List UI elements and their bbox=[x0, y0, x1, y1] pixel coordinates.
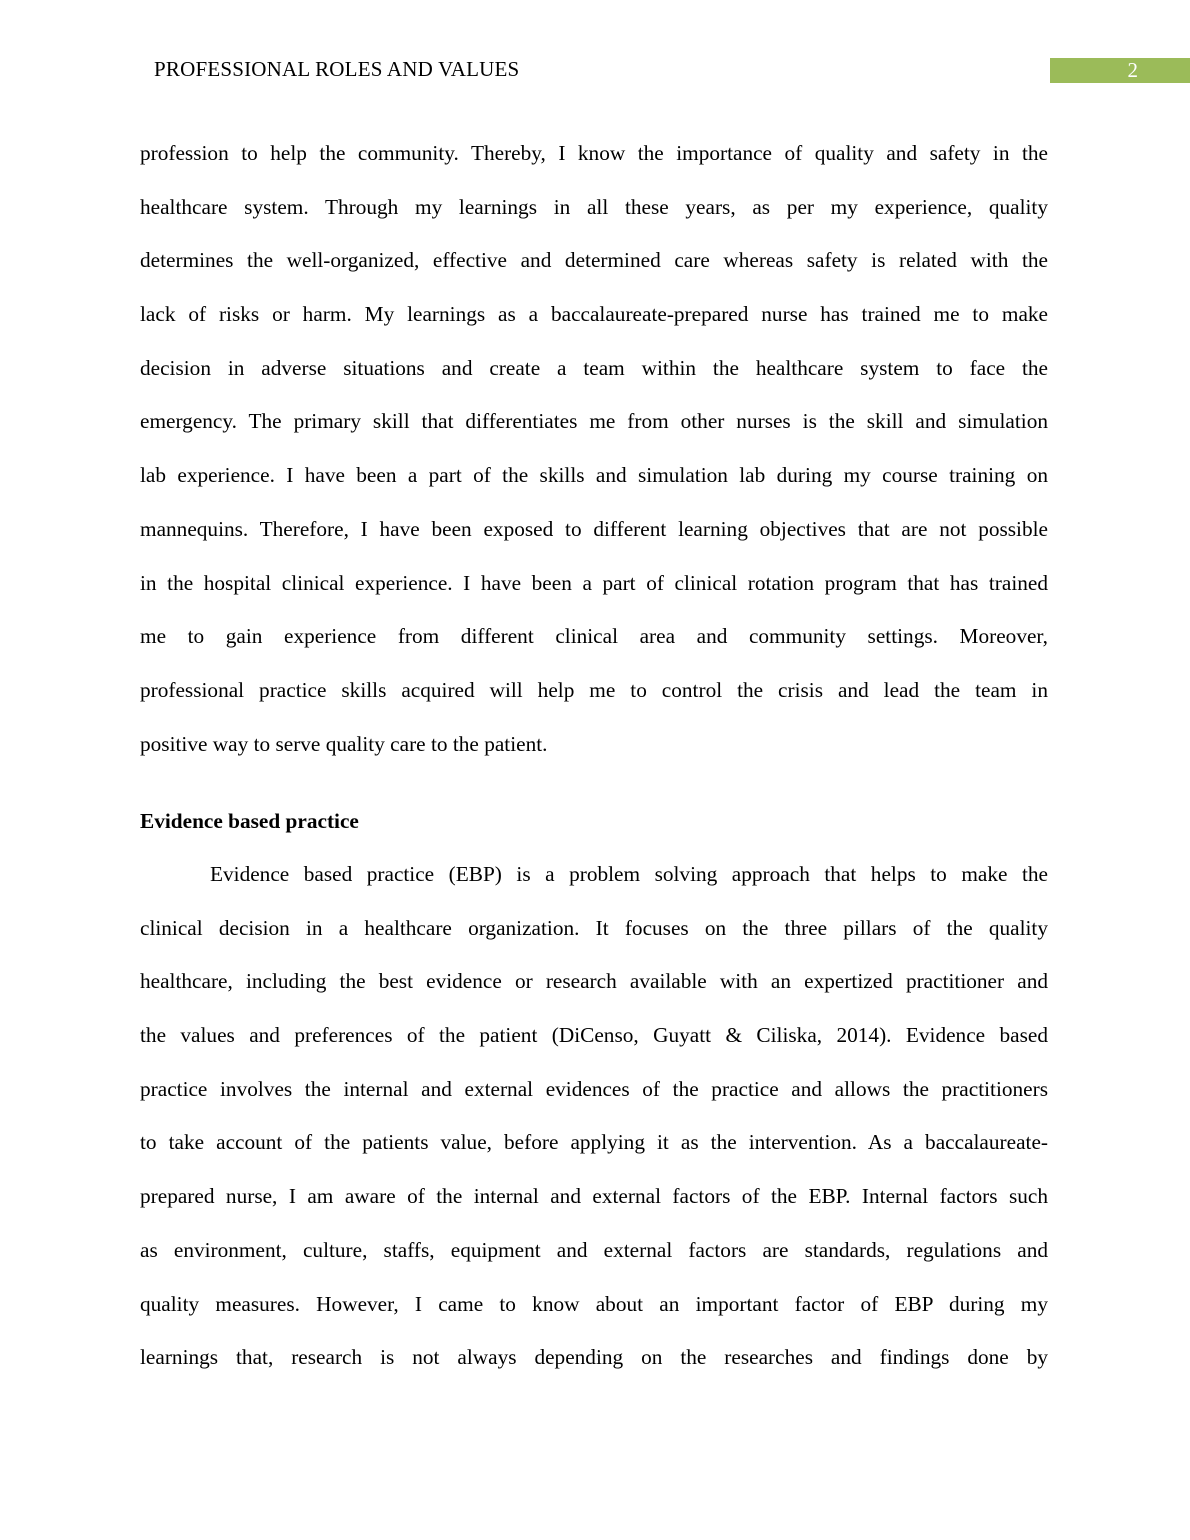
paragraph-line: profession to help the community. Thereby, I know the importance of quality and safety in the bbox=[140, 141, 1048, 165]
paragraph-line: lab experience. I have been a part of the skills and simulation lab during my course training on bbox=[140, 463, 1048, 488]
paragraph-line: healthcare system. Through my learnings in all these years, as per my experience, quality bbox=[140, 194, 1048, 219]
paragraph-line: healthcare, including the best evidence or research available with an expertized practitioner and bbox=[140, 969, 1048, 994]
paragraph-line: quality measures. However, I came to know about an important factor of EBP during my bbox=[140, 1291, 1048, 1316]
paragraph-line: me to gain experience from different clinical area and community settings. Moreover, bbox=[140, 624, 1048, 649]
paragraph-line: practice involves the internal and external evidences of the practice and allows the practitioners bbox=[140, 1076, 1048, 1101]
paragraph-line: Evidence based practice (EBP) is a problem solving approach that helps to make the bbox=[210, 862, 1048, 886]
paragraph-line: prepared nurse, I am aware of the internal and external factors of the EBP. Internal factors such bbox=[140, 1184, 1048, 1209]
page-number-box bbox=[1050, 58, 1190, 83]
paragraph-line: mannequins. Therefore, I have been exposed to different learning objectives that are not possible bbox=[140, 516, 1048, 541]
paragraph-line: emergency. The primary skill that differentiates me from other nurses is the skill and simulation bbox=[140, 409, 1048, 434]
running-head: PROFESSIONAL ROLES AND VALUES bbox=[154, 57, 520, 81]
section-heading: Evidence based practice bbox=[140, 809, 359, 833]
paragraph-line: clinical decision in a healthcare organization. It focuses on the three pillars of the quality bbox=[140, 915, 1048, 940]
page-number: 2 bbox=[1127, 58, 1138, 82]
paragraph-line: professional practice skills acquired will help me to control the crisis and lead the team in bbox=[140, 677, 1048, 702]
paragraph-1 bbox=[140, 127, 1048, 771]
paragraph-line: to take account of the patients value, before applying it as the intervention. As a baccalaureate- bbox=[140, 1130, 1048, 1155]
paragraph-2 bbox=[140, 848, 1048, 1385]
paragraph-line: learnings that, research is not always depending on the researches and findings done by bbox=[140, 1345, 1048, 1370]
paragraph-line: lack of risks or harm. My learnings as a baccalaureate-prepared nurse has trained me to make bbox=[140, 302, 1048, 327]
paragraph-line: positive way to serve quality care to the patient. bbox=[140, 731, 548, 756]
paragraph-line: determines the well-organized, effective and determined care whereas safety is related with the bbox=[140, 248, 1048, 273]
paragraph-line: as environment, culture, staffs, equipment and external factors are standards, regulations and bbox=[140, 1237, 1048, 1262]
paragraph-line: the values and preferences of the patient (DiCenso, Guyatt & Ciliska, 2014). Evidence based bbox=[140, 1023, 1048, 1048]
paragraph-line: in the hospital clinical experience. I have been a part of clinical rotation program that has trained bbox=[140, 570, 1048, 595]
paragraph-line: decision in adverse situations and create a team within the healthcare system to face the bbox=[140, 355, 1048, 380]
